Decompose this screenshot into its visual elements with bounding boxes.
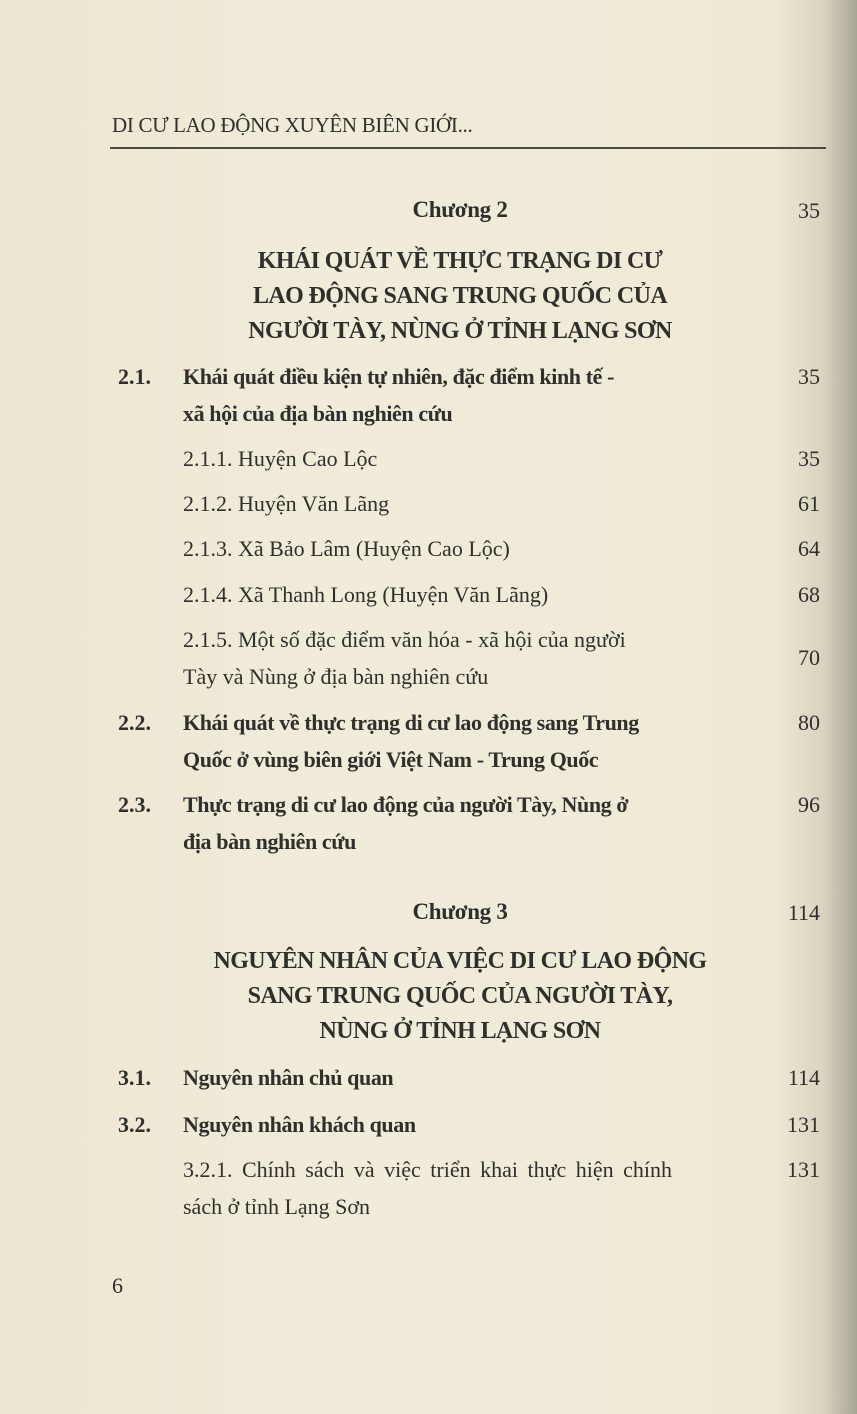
title-line: NGƯỜI TÀY, NÙNG Ở TỈNH LẠNG SƠN [248, 318, 672, 344]
chapter-2-label: Chương 2 [412, 197, 508, 222]
entry-line: Quốc ở vùng biên giới Việt Nam - Trung Quốc [183, 747, 599, 772]
chapter-3-label: Chương 3 [412, 899, 508, 924]
toc-entry-number: 2.1. [118, 364, 151, 389]
entry-line: Khái quát về thực trạng di cư lao động sang Trung [183, 710, 639, 735]
entry-line: 3.2.1. Chính sách và việc triển khai thực hiện chính [183, 1157, 673, 1182]
toc-entry-page: 35 [798, 364, 820, 389]
page-number: 6 [112, 1273, 123, 1298]
toc-entry-page: 61 [798, 491, 820, 516]
toc-entry-2-3 [183, 786, 743, 860]
chapter-2-title [110, 244, 810, 349]
toc-entry-2-1-2: 2.1.2. Huyện Văn Lãng [183, 491, 390, 516]
chapter-3-page: 114 [787, 900, 820, 925]
title-line: LAO ĐỘNG SANG TRUNG QUỐC CỦA [252, 283, 668, 309]
toc-entry-page: 96 [798, 792, 820, 817]
toc-entry-2-1-5 [183, 621, 743, 695]
toc-entry-2-1-1: 2.1.1. Huyện Cao Lộc [183, 446, 378, 471]
entry-line: Khái quát điều kiện tự nhiên, đặc điểm kinh tế - [183, 364, 615, 389]
toc-entry-number: 2.2. [118, 710, 151, 735]
toc-entry-page: 70 [798, 645, 820, 670]
toc-entry-3-2-1 [183, 1151, 743, 1225]
toc-entry-number: 2.3. [118, 792, 151, 817]
toc-entry-2-1-4: 2.1.4. Xã Thanh Long (Huyện Văn Lãng) [183, 582, 549, 607]
header-rule [110, 147, 826, 149]
toc-entry-2-1-3: 2.1.3. Xã Bảo Lâm (Huyện Cao Lộc) [183, 536, 510, 561]
toc-entry-number: 3.2. [118, 1112, 151, 1137]
entry-line: Thực trạng di cư lao động của người Tày, Nùng ở [183, 792, 629, 817]
entry-line: địa bàn nghiên cứu [183, 829, 356, 854]
chapter-3-title [110, 944, 810, 1049]
title-line: KHÁI QUÁT VỀ THỰC TRẠNG DI CƯ [257, 248, 663, 274]
title-line: NÙNG Ở TỈNH LẠNG SƠN [319, 1018, 601, 1044]
toc-entry-2-2 [183, 704, 743, 778]
toc-entry-page: 64 [798, 536, 820, 561]
entry-line: xã hội của địa bàn nghiên cứu [183, 401, 453, 426]
toc-entry-3-1: Nguyên nhân chủ quan [183, 1065, 394, 1090]
title-line: SANG TRUNG QUỐC CỦA NGƯỜI TÀY, [247, 983, 673, 1009]
entry-line: Tày và Nùng ở địa bàn nghiên cứu [183, 664, 489, 689]
toc-entry-2-1 [183, 358, 743, 432]
toc-entry-page: 131 [787, 1157, 820, 1182]
toc-entry-page: 35 [798, 446, 820, 471]
running-head: DI CƯ LAO ĐỘNG XUYÊN BIÊN GIỚI... [112, 113, 473, 137]
toc-entry-number: 3.1. [118, 1065, 151, 1090]
chapter-2-page: 35 [798, 198, 820, 223]
toc-entry-page: 131 [787, 1112, 820, 1137]
title-line: NGUYÊN NHÂN CỦA VIỆC DI CƯ LAO ĐỘNG [213, 948, 707, 974]
toc-entry-page: 68 [798, 582, 820, 607]
toc-entry-page: 114 [787, 1065, 820, 1090]
entry-line: 2.1.5. Một số đặc điểm văn hóa - xã hội của người [183, 627, 626, 652]
toc-entry-page: 80 [798, 710, 820, 735]
entry-line: sách ở tỉnh Lạng Sơn [183, 1194, 371, 1219]
toc-entry-3-2: Nguyên nhân khách quan [183, 1112, 416, 1137]
